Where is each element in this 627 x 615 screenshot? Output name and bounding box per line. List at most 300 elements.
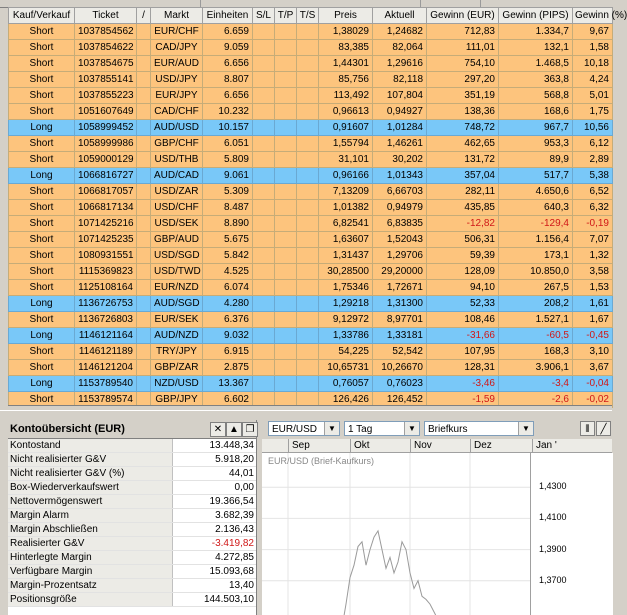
table-row[interactable]: [9, 344, 613, 360]
cell-market: CAD/JPY: [151, 40, 203, 56]
cell-price: 10,65731: [319, 360, 373, 376]
table-row[interactable]: [9, 200, 613, 216]
table-row[interactable]: [9, 328, 613, 344]
cell-market: USD/CHF: [151, 200, 203, 216]
cell-units: 9.032: [203, 328, 253, 344]
cell-profit-pct: 1,53: [573, 280, 613, 296]
cell-empty: [275, 280, 297, 296]
column-header[interactable]: /: [137, 8, 151, 24]
column-header[interactable]: S/L: [253, 8, 275, 24]
cell-empty: [275, 328, 297, 344]
cell-empty: [275, 104, 297, 120]
cell-current: 1,46261: [373, 136, 427, 152]
cell-current: 107,804: [373, 88, 427, 104]
cell-empty: [275, 360, 297, 376]
column-header[interactable]: Gewinn (EUR): [427, 8, 499, 24]
cell-profit-eur: 131,72: [427, 152, 499, 168]
cell-units: 10.157: [203, 120, 253, 136]
cell-empty: [253, 88, 275, 104]
cell-units: 2.875: [203, 360, 253, 376]
account-row: [8, 593, 256, 607]
cell-profit-pips: -3,4: [499, 376, 573, 392]
cell-profit-pips: -2,6: [499, 392, 573, 408]
cell-units: 8.487: [203, 200, 253, 216]
cell-empty: [137, 184, 151, 200]
table-row[interactable]: [9, 56, 613, 72]
cell-empty: [253, 376, 275, 392]
table-row[interactable]: [9, 136, 613, 152]
cell-units: 6.915: [203, 344, 253, 360]
cell-empty: [297, 56, 319, 72]
cell-side: Short: [9, 56, 75, 72]
cell-empty: [253, 264, 275, 280]
cell-empty: [137, 264, 151, 280]
cell-empty: [297, 40, 319, 56]
month-label: Jan ': [532, 439, 557, 452]
table-row[interactable]: [9, 312, 613, 328]
cell-price: 30,28500: [319, 264, 373, 280]
account-label: Box-Wiederverkaufswert: [8, 481, 173, 495]
cell-empty: [253, 184, 275, 200]
account-label: Verfügbare Margin: [8, 565, 173, 579]
account-label: Margin Abschließen: [8, 523, 173, 537]
cell-ticket: 1125108164: [75, 280, 137, 296]
table-row[interactable]: [9, 24, 613, 40]
chart-toolbar: [262, 420, 612, 439]
cell-profit-eur: 59,39: [427, 248, 499, 264]
cell-profit-pips: 1.334,7: [499, 24, 573, 40]
cell-profit-pct: 1,32: [573, 248, 613, 264]
cell-empty: [137, 40, 151, 56]
cell-profit-pct: -0,04: [573, 376, 613, 392]
cell-units: 6.659: [203, 24, 253, 40]
cell-ticket: 1037855223: [75, 88, 137, 104]
cell-empty: [275, 168, 297, 184]
cell-empty: [253, 104, 275, 120]
cell-ticket: 1059000129: [75, 152, 137, 168]
cell-current: 30,202: [373, 152, 427, 168]
column-header[interactable]: Preis: [319, 8, 373, 24]
cell-ticket: 1071425216: [75, 216, 137, 232]
cell-current: 0,94979: [373, 200, 427, 216]
account-row: [8, 551, 256, 565]
account-value: -3.419,82: [173, 537, 257, 551]
cell-profit-eur: 462,65: [427, 136, 499, 152]
cell-market: AUD/USD: [151, 120, 203, 136]
cell-market: USD/ZAR: [151, 184, 203, 200]
cell-current: 0,76023: [373, 376, 427, 392]
cell-ticket: 1051607649: [75, 104, 137, 120]
cell-price: 1,31437: [319, 248, 373, 264]
cell-units: 4.525: [203, 264, 253, 280]
cell-profit-eur: 754,10: [427, 56, 499, 72]
cell-empty: [253, 24, 275, 40]
chevron-down-icon[interactable]: ▼: [404, 422, 419, 435]
cell-profit-eur: 128,31: [427, 360, 499, 376]
cell-units: 6.051: [203, 136, 253, 152]
cell-empty: [253, 40, 275, 56]
cell-profit-pct: 7,07: [573, 232, 613, 248]
cell-profit-pct: 5,38: [573, 168, 613, 184]
table-row[interactable]: [9, 72, 613, 88]
table-row[interactable]: [9, 216, 613, 232]
cell-ticket: 1146121164: [75, 328, 137, 344]
table-row[interactable]: [9, 232, 613, 248]
cell-empty: [297, 344, 319, 360]
account-row: [8, 467, 256, 481]
table-row[interactable]: [9, 88, 613, 104]
cell-profit-eur: 297,20: [427, 72, 499, 88]
cell-empty: [275, 136, 297, 152]
cell-profit-pct: 1,61: [573, 296, 613, 312]
cell-price: 126,426: [319, 392, 373, 408]
account-label: Nicht realisierter G&V: [8, 453, 173, 467]
cell-side: Short: [9, 88, 75, 104]
account-value: 144.503,10: [173, 593, 257, 607]
cell-profit-eur: -31,66: [427, 328, 499, 344]
cell-ticket: 1080931551: [75, 248, 137, 264]
cell-price: 0,96613: [319, 104, 373, 120]
cell-profit-pct: 6,32: [573, 200, 613, 216]
cell-price: 0,96166: [319, 168, 373, 184]
cell-empty: [137, 136, 151, 152]
cell-units: 6.074: [203, 280, 253, 296]
cell-market: NZD/USD: [151, 376, 203, 392]
cell-empty: [253, 72, 275, 88]
cell-side: Short: [9, 24, 75, 40]
cell-empty: [137, 280, 151, 296]
cell-side: Short: [9, 248, 75, 264]
cell-profit-pct: 6,52: [573, 184, 613, 200]
cell-empty: [275, 312, 297, 328]
cell-side: Short: [9, 104, 75, 120]
cell-empty: [297, 200, 319, 216]
table-row[interactable]: [9, 184, 613, 200]
cell-empty: [137, 328, 151, 344]
up-arrow-icon[interactable]: ▲: [226, 422, 242, 437]
cell-side: Short: [9, 312, 75, 328]
cell-empty: [275, 248, 297, 264]
cell-profit-eur: 748,72: [427, 120, 499, 136]
cell-empty: [137, 24, 151, 40]
cell-empty: [297, 248, 319, 264]
cell-empty: [137, 120, 151, 136]
price-tick-label: 1,4100: [539, 512, 567, 523]
cell-units: 9.061: [203, 168, 253, 184]
cell-profit-eur: 351,19: [427, 88, 499, 104]
cell-empty: [297, 72, 319, 88]
cell-empty: [275, 264, 297, 280]
cell-empty: [137, 168, 151, 184]
cell-empty: [137, 232, 151, 248]
cell-side: Long: [9, 120, 75, 136]
cell-profit-pct: 3,67: [573, 360, 613, 376]
cell-profit-eur: 282,11: [427, 184, 499, 200]
cell-price: 0,76057: [319, 376, 373, 392]
cell-empty: [137, 376, 151, 392]
open-positions-grid[interactable]: [8, 7, 627, 408]
cell-side: Short: [9, 392, 75, 408]
cell-profit-pips: 1.527,1: [499, 312, 573, 328]
instrument-select[interactable]: [268, 421, 340, 436]
account-value: 19.366,54: [173, 495, 257, 509]
cell-profit-pct: 3,58: [573, 264, 613, 280]
column-header[interactable]: T/P: [275, 8, 297, 24]
account-row: [8, 565, 256, 579]
account-value: 13.448,34: [173, 439, 257, 453]
cell-current: 6,66703: [373, 184, 427, 200]
cell-market: USD/SEK: [151, 216, 203, 232]
account-row: [8, 481, 256, 495]
cell-ticket: 1066817134: [75, 200, 137, 216]
cell-profit-eur: 506,31: [427, 232, 499, 248]
cell-empty: [275, 200, 297, 216]
cell-empty: [297, 88, 319, 104]
cell-market: EUR/CHF: [151, 24, 203, 40]
cell-units: 5.809: [203, 152, 253, 168]
cell-profit-pips: 967,7: [499, 120, 573, 136]
cell-market: USD/TWD: [151, 264, 203, 280]
month-label: Dez: [470, 439, 492, 452]
account-row: [8, 495, 256, 509]
account-row: [8, 537, 256, 551]
timeframe-value: 1 Tag: [348, 424, 373, 435]
cell-profit-eur: 712,83: [427, 24, 499, 40]
timeframe-select[interactable]: [344, 421, 420, 436]
month-label: Okt: [350, 439, 370, 452]
cell-empty: [297, 104, 319, 120]
cell-empty: [253, 312, 275, 328]
cell-units: 5.842: [203, 248, 253, 264]
column-header[interactable]: Einheiten: [203, 8, 253, 24]
cell-price: 31,101: [319, 152, 373, 168]
cell-empty: [137, 56, 151, 72]
cell-profit-pct: 4,24: [573, 72, 613, 88]
table-row[interactable]: [9, 168, 613, 184]
table-row[interactable]: [9, 264, 613, 280]
column-header[interactable]: T/S: [297, 8, 319, 24]
cell-profit-pct: 5,01: [573, 88, 613, 104]
draw-line-icon[interactable]: ╱: [596, 421, 611, 436]
cell-profit-eur: 138,36: [427, 104, 499, 120]
cell-market: USD/THB: [151, 152, 203, 168]
cell-market: EUR/AUD: [151, 56, 203, 72]
cell-market: TRY/JPY: [151, 344, 203, 360]
cell-price: 1,38029: [319, 24, 373, 40]
column-header[interactable]: Kauf/Verkauf: [9, 8, 75, 24]
cell-empty: [297, 232, 319, 248]
cell-empty: [275, 184, 297, 200]
account-label: Nicht realisierter G&V (%): [8, 467, 173, 481]
panel-splitter[interactable]: [0, 410, 612, 420]
cell-current: 1,29616: [373, 56, 427, 72]
cell-ticket: 1037854675: [75, 56, 137, 72]
cell-units: 5.675: [203, 232, 253, 248]
account-value: 3.682,39: [173, 509, 257, 523]
cell-empty: [253, 248, 275, 264]
cell-units: 9.059: [203, 40, 253, 56]
cell-ticket: 1153789574: [75, 392, 137, 408]
cell-side: Short: [9, 72, 75, 88]
account-overview-panel: [8, 420, 257, 615]
cell-units: 6.376: [203, 312, 253, 328]
cell-ticket: 1037854622: [75, 40, 137, 56]
cell-side: Short: [9, 264, 75, 280]
cell-current: 0,94927: [373, 104, 427, 120]
cell-empty: [297, 264, 319, 280]
cell-profit-pips: 208,2: [499, 296, 573, 312]
cell-ticket: 1058999452: [75, 120, 137, 136]
cell-profit-pct: 1,67: [573, 312, 613, 328]
account-overview-header: [8, 420, 256, 439]
cell-ticket: 1058999986: [75, 136, 137, 152]
cell-side: Short: [9, 280, 75, 296]
chevron-down-icon[interactable]: ▼: [324, 422, 339, 435]
table-row[interactable]: [9, 296, 613, 312]
table-row[interactable]: [9, 248, 613, 264]
cell-current: 1,01343: [373, 168, 427, 184]
column-header[interactable]: Aktuell: [373, 8, 427, 24]
table-row[interactable]: [9, 40, 613, 56]
cell-empty: [297, 280, 319, 296]
account-row: [8, 523, 256, 537]
cell-profit-pips: 89,9: [499, 152, 573, 168]
cell-empty: [275, 24, 297, 40]
cell-profit-pct: 10,18: [573, 56, 613, 72]
table-row[interactable]: [9, 152, 613, 168]
cell-profit-pips: 173,1: [499, 248, 573, 264]
cell-profit-pct: 3,10: [573, 344, 613, 360]
column-header[interactable]: Markt: [151, 8, 203, 24]
cell-current: 82,118: [373, 72, 427, 88]
cell-price: 1,55794: [319, 136, 373, 152]
cell-empty: [137, 104, 151, 120]
cell-ticket: 1071425235: [75, 232, 137, 248]
cell-empty: [137, 152, 151, 168]
cell-empty: [137, 72, 151, 88]
cell-profit-pips: 640,3: [499, 200, 573, 216]
column-header[interactable]: Ticket: [75, 8, 137, 24]
cell-market: GBP/JPY: [151, 392, 203, 408]
cell-units: 8.807: [203, 72, 253, 88]
cell-empty: [253, 280, 275, 296]
month-label: Nov: [410, 439, 432, 452]
cell-price: 1,01382: [319, 200, 373, 216]
cell-empty: [137, 216, 151, 232]
cell-profit-pips: 168,6: [499, 104, 573, 120]
account-label: Margin-Prozentsatz: [8, 579, 173, 593]
table-row[interactable]: [9, 280, 613, 296]
cell-market: GBP/CHF: [151, 136, 203, 152]
cell-units: 13.367: [203, 376, 253, 392]
cell-side: Short: [9, 40, 75, 56]
cell-profit-pips: 1.468,5: [499, 56, 573, 72]
cell-price: 1,33786: [319, 328, 373, 344]
restore-window-icon[interactable]: ❐: [242, 422, 258, 437]
cell-empty: [253, 360, 275, 376]
cell-profit-pips: 1.156,4: [499, 232, 573, 248]
account-label: Nettovermögenswert: [8, 495, 173, 509]
cell-profit-pips: 10.850,0: [499, 264, 573, 280]
price-tick-label: 1,4300: [539, 481, 567, 492]
table-row[interactable]: [9, 104, 613, 120]
account-label: Hinterlegte Margin: [8, 551, 173, 565]
cell-empty: [137, 360, 151, 376]
cell-market: GBP/ZAR: [151, 360, 203, 376]
time-axis: [262, 439, 612, 453]
cell-ticket: 1115369823: [75, 264, 137, 280]
cell-current: 82,064: [373, 40, 427, 56]
cell-price: 83,385: [319, 40, 373, 56]
cell-empty: [297, 376, 319, 392]
cell-profit-eur: 94,10: [427, 280, 499, 296]
cell-empty: [297, 120, 319, 136]
cell-side: Short: [9, 136, 75, 152]
cell-units: 10.232: [203, 104, 253, 120]
cell-profit-pips: 363,8: [499, 72, 573, 88]
table-row[interactable]: [9, 120, 613, 136]
cell-profit-pct: 9,67: [573, 24, 613, 40]
cell-ticket: 1146121204: [75, 360, 137, 376]
chart-settings-icon[interactable]: ⦀: [580, 421, 595, 436]
cell-units: 5.309: [203, 184, 253, 200]
cell-profit-pips: 267,5: [499, 280, 573, 296]
price-tick-label: 1,3900: [539, 543, 567, 554]
column-header[interactable]: Gewinn (PIPS): [499, 8, 573, 24]
instrument-value: EUR/USD: [272, 424, 318, 435]
price-type-select[interactable]: [424, 421, 534, 436]
cell-empty: [297, 296, 319, 312]
account-row: [8, 453, 256, 467]
cell-ticket: 1066816727: [75, 168, 137, 184]
cell-ticket: 1037855141: [75, 72, 137, 88]
cell-price: 1,63607: [319, 232, 373, 248]
cell-empty: [275, 296, 297, 312]
account-value: 5.918,20: [173, 453, 257, 467]
close-icon[interactable]: ✕: [210, 422, 226, 437]
chevron-down-icon[interactable]: ▼: [518, 422, 533, 435]
account-value: 0,00: [173, 481, 257, 495]
chart-title: EUR/USD (Brief-Kaufkurs): [268, 456, 375, 466]
cell-side: Long: [9, 168, 75, 184]
table-row[interactable]: [9, 376, 613, 392]
cell-empty: [275, 88, 297, 104]
cell-market: USD/JPY: [151, 72, 203, 88]
cell-market: AUD/NZD: [151, 328, 203, 344]
cell-profit-pct: 2,89: [573, 152, 613, 168]
cell-empty: [137, 344, 151, 360]
cell-profit-pips: 4.650,6: [499, 184, 573, 200]
cell-profit-pips: 517,7: [499, 168, 573, 184]
cell-ticket: 1136726753: [75, 296, 137, 312]
cell-side: Short: [9, 344, 75, 360]
account-label: Kontostand: [8, 439, 173, 453]
month-label: Sep: [288, 439, 310, 452]
cell-empty: [253, 344, 275, 360]
price-tick-label: 1,3700: [539, 574, 567, 585]
cell-price: 54,225: [319, 344, 373, 360]
cell-market: EUR/JPY: [151, 88, 203, 104]
cell-empty: [253, 216, 275, 232]
cell-price: 7,13209: [319, 184, 373, 200]
table-row[interactable]: [9, 360, 613, 376]
cell-units: 4.280: [203, 296, 253, 312]
column-header[interactable]: Gewinn (%): [573, 8, 613, 24]
cell-empty: [275, 56, 297, 72]
cell-side: Short: [9, 216, 75, 232]
cell-profit-eur: 52,33: [427, 296, 499, 312]
cell-market: USD/SGD: [151, 248, 203, 264]
